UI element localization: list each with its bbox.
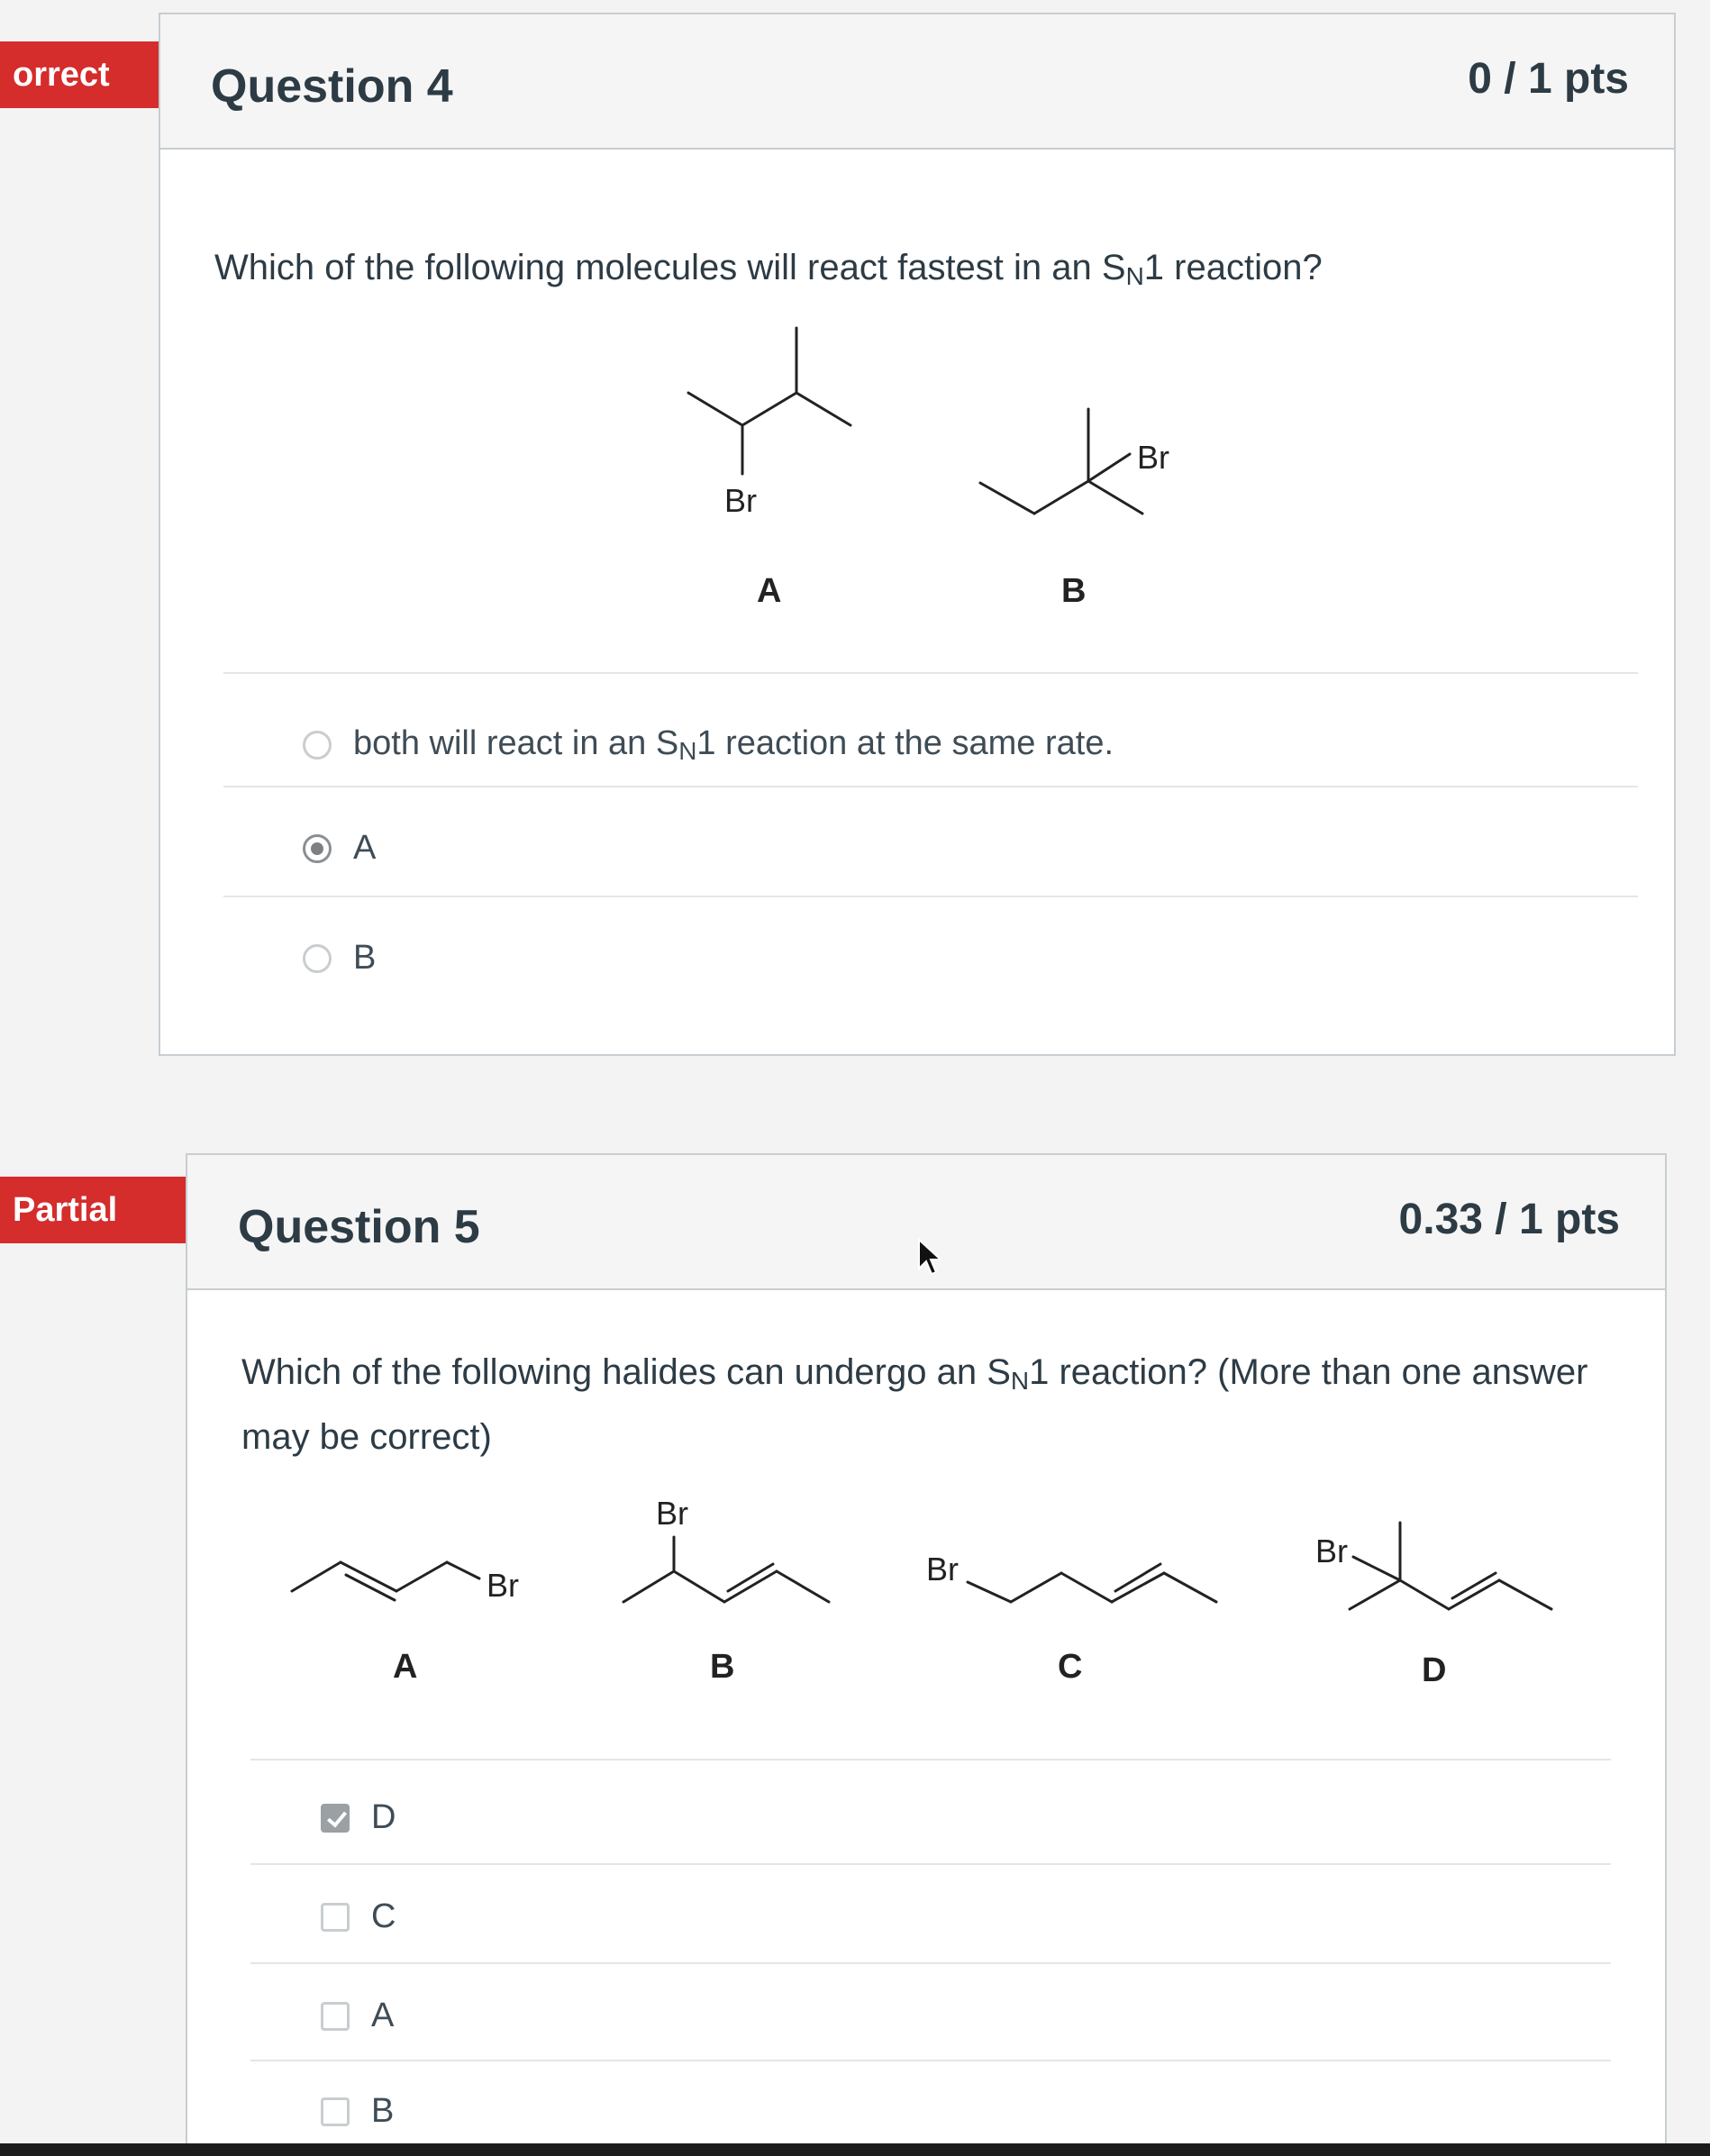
- answer-label: B: [371, 2092, 395, 2130]
- molecule-structures: [160, 14, 1678, 663]
- question-points: 0.33 / 1 pts: [1398, 1196, 1620, 1243]
- divider: [250, 1759, 1611, 1760]
- molecule-b-structure: [980, 409, 1142, 514]
- divider: [250, 2060, 1611, 2061]
- halide-c-atom: Br: [926, 1551, 959, 1587]
- question-title: Question 5: [238, 1201, 480, 1253]
- question-title: Question 4: [211, 60, 453, 113]
- question-card-5: [186, 1153, 1667, 2156]
- divider: [250, 1962, 1611, 1964]
- molecule-a-structure: [688, 328, 850, 474]
- status-tag-partial: Partial: [0, 1177, 193, 1243]
- molecule-a-label: A: [757, 572, 782, 610]
- status-tag-incorrect: orrect: [0, 41, 168, 108]
- radio-button-icon[interactable]: [303, 944, 332, 973]
- molecule-a-atom: Br: [724, 482, 757, 519]
- halide-b-structure: [623, 1537, 829, 1602]
- answer-option[interactable]: [321, 1897, 396, 1936]
- question-prompt: Which of the following halides can undergo an $S_N1$ reaction? (More than one answer may be correct): [241, 1352, 1588, 1457]
- halide-b-label: B: [710, 1648, 735, 1686]
- screen-bottom-edge: [0, 2143, 1710, 2156]
- mouse-pointer-icon: [917, 1238, 944, 1278]
- answer-option[interactable]: [321, 2092, 394, 2131]
- answer-label: D: [371, 1798, 396, 1836]
- divider: [250, 1863, 1611, 1865]
- answer-option[interactable]: [303, 724, 1114, 766]
- radio-button-icon[interactable]: [303, 731, 332, 760]
- answer-label: C: [371, 1897, 396, 1935]
- answer-option[interactable]: [321, 1997, 394, 2035]
- checkbox-icon[interactable]: [321, 1804, 350, 1833]
- answer-label: A: [371, 1997, 395, 2034]
- question-prompt: Which of the following molecules will react fastest in an $S_N1$ reaction?: [214, 248, 1323, 290]
- radio-button-icon[interactable]: [303, 834, 332, 863]
- molecule-b-label: B: [1061, 572, 1087, 610]
- question-card-4: [159, 13, 1676, 1056]
- answer-label: both will react in an $S_N1$ reaction at the same rate.: [353, 724, 1114, 765]
- halide-a-label: A: [393, 1648, 418, 1686]
- halide-b-atom: Br: [656, 1495, 688, 1532]
- halide-d-atom: Br: [1315, 1533, 1348, 1569]
- answer-option-selected[interactable]: [303, 829, 376, 868]
- divider: [223, 896, 1638, 897]
- answer-option-checked[interactable]: [321, 1798, 396, 1837]
- halide-d-label: D: [1422, 1651, 1447, 1689]
- molecule-b-atom: Br: [1137, 439, 1169, 476]
- answer-option[interactable]: [303, 939, 376, 978]
- halide-a-atom: Br: [487, 1567, 519, 1604]
- halide-c-label: C: [1058, 1648, 1083, 1686]
- checkbox-icon[interactable]: [321, 2002, 350, 2031]
- question-points: 0 / 1 pts: [1468, 55, 1629, 103]
- divider: [223, 672, 1638, 674]
- halide-d-structure: [1350, 1523, 1551, 1609]
- divider: [223, 786, 1638, 787]
- halide-c-structure: [968, 1564, 1216, 1602]
- answer-label: A: [353, 829, 377, 867]
- halide-a-structure: [292, 1562, 479, 1600]
- checkbox-icon[interactable]: [321, 1903, 350, 1932]
- checkbox-icon[interactable]: [321, 2097, 350, 2126]
- answer-label: B: [353, 939, 377, 977]
